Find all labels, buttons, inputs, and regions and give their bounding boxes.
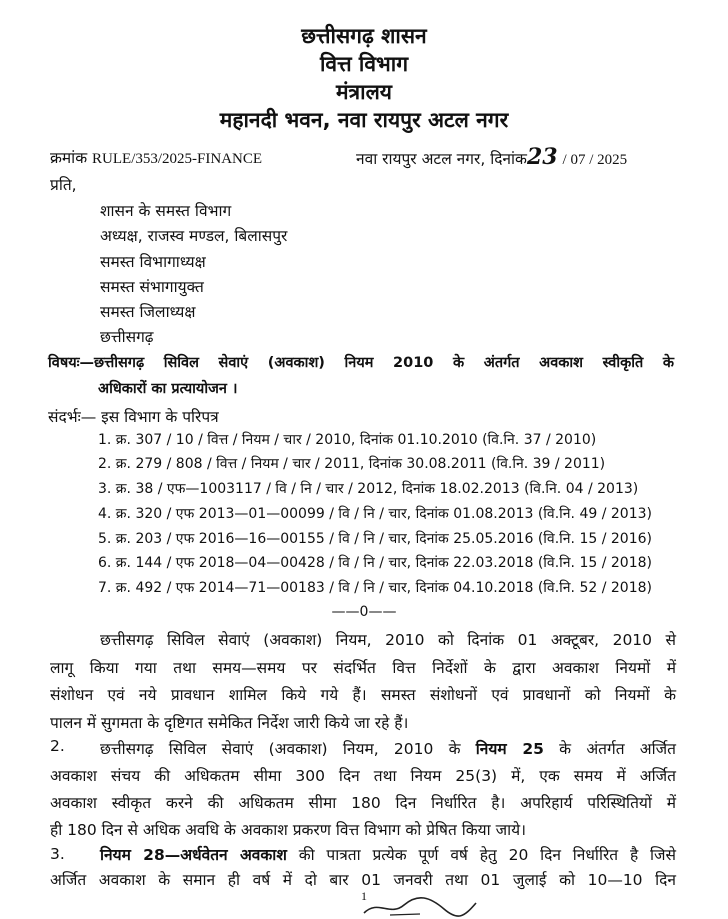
prati: प्रति, — [50, 176, 77, 194]
recipient-item: शासन के समस्त विभाग — [100, 202, 232, 220]
reference-item: 2. क्र. 279 / 808 / वित्त / नियम / चार / 2011, दिनांक 30.08.2011 (वि.नि. 39 / 2011) — [98, 456, 606, 472]
header-address: महानदी भवन, नवा रायपुर अटल नगर — [219, 108, 509, 132]
reference-item: 1. क्र. 307 / 10 / वित्त / नियम / चार / 2010, दिनांक 01.10.2010 (वि.नि. 37 / 2010) — [98, 432, 597, 448]
paragraph-3-bold: नियम 28—अर्धवेतन अवकाश — [100, 846, 287, 864]
subject-line-1: विषयः—छत्तीसगढ़ सिविल सेवाएं (अवकाश) नियम 2010 के अंतर्गत अवकाश स्वीकृति के — [48, 355, 674, 371]
paragraph-3-text: की पात्रता प्रत्येक पूर्ण वर्ष हेतु 20 दिन निर्धारित है जिसे — [286, 846, 676, 864]
paragraph-3-line-2: अर्जित अवकाश के समान ही वर्ष में दो बार 01 जनवरी तथा 01 जुलाई को 10—10 दिन — [50, 871, 676, 889]
paragraph-3-line-1 — [100, 843, 676, 865]
header-ministry: मंत्रालय — [335, 80, 392, 104]
paragraph-1-line: पालन में सुगमता के दृष्टिगत समेकित निर्देश जारी किये जा रहे हैं। — [50, 714, 409, 732]
date-line — [356, 144, 627, 170]
recipient-item: समस्त विभागाध्यक्ष — [100, 253, 206, 271]
paragraph-1-line: संशोधन एवं नये प्रावधान शामिल किये गये हैं। समस्त संशोधनों एवं प्रावधानों को नियमों के — [50, 686, 676, 704]
paragraph-2-text: छत्तीसगढ़ सिविल सेवाएं (अवकाश) नियम, 2010 के — [100, 740, 476, 758]
reference-item: 6. क्र. 144 / एफ 2018—04—00428 / वि / नि / चार, दिनांक 22.03.2018 (वि.नि. 15 / 2018) — [98, 555, 652, 571]
reference-item: 7. क्र. 492 / एफ 2014—71—00183 / वि / नि / चार, दिनांक 04.10.2018 (वि.नि. 52 / 2018) — [98, 580, 652, 596]
reference-item: 3. क्र. 38 / एफ—1003117 / वि / नि / चार / 2012, दिनांक 18.02.2013 (वि.नि. 04 / 2013) — [98, 481, 639, 497]
header-govt: छत्तीसगढ़ शासन — [301, 24, 427, 48]
paragraph-2-line: अवकाश स्वीकृत करने की अधिकतम सीमा 180 दिन निर्धारित है। अपरिहार्य परिस्थितियों में — [50, 794, 676, 812]
paragraph-3-number: 3. — [50, 845, 65, 863]
paragraph-2-number: 2. — [50, 737, 65, 755]
page-number: 1 — [361, 889, 367, 903]
subject-line-2: अधिकारों का प्रत्यायोजन । — [98, 381, 238, 397]
paragraph-2-bold: नियम 25 — [475, 740, 544, 758]
signature-scribble — [360, 893, 480, 919]
paragraph-2-line: ही 180 दिन से अधिक अवधि के अवकाश प्रकरण वित्त विभाग को प्रेषित किया जाये। — [50, 821, 526, 839]
paragraph-2-line-1 — [100, 737, 676, 759]
header-department: वित्त विभाग — [319, 52, 409, 76]
kramank-line — [50, 146, 262, 168]
kramank-value: RULE/353/2025-FINANCE — [92, 151, 263, 167]
recipient-item: समस्त जिलाध्यक्ष — [100, 303, 196, 321]
kramank-label: क्रमांक — [50, 149, 88, 167]
date-rest: / 07 / 2025 — [562, 152, 628, 168]
place-date-label: नवा रायपुर अटल नगर, दिनांक — [356, 150, 527, 168]
recipient-item: छत्तीसगढ़ — [100, 328, 154, 346]
recipient-item: अध्यक्ष, राजस्व मण्डल, बिलासपुर — [100, 227, 288, 245]
reference-item: 5. क्र. 203 / एफ 2016—16—00155 / वि / नि / चार, दिनांक 25.05.2016 (वि.नि. 15 / 2016) — [98, 531, 652, 547]
paragraph-1-line: लागू किया गया तथा समय—समय पर संदर्भित वित्त निर्देशों के द्वारा अवकाश नियमों में — [50, 659, 676, 677]
paragraph-2-text: के अंतर्गत अर्जित — [543, 740, 677, 758]
recipient-item: समस्त संभागायुक्त — [100, 278, 204, 296]
sandarbh-label: संदर्भः— इस विभाग के परिपत्र — [48, 408, 219, 426]
paragraph-1-line: छत्तीसगढ़ सिविल सेवाएं (अवकाश) नियम, 2010 को दिनांक 01 अक्टूबर, 2010 से — [100, 631, 676, 649]
reference-item: 4. क्र. 320 / एफ 2013—01—00099 / वि / नि / चार, दिनांक 01.08.2013 (वि.नि. 49 / 2013) — [98, 506, 652, 522]
date-day: 23 — [526, 144, 558, 170]
paragraph-2-line: अवकाश संचय की अधिकतम सीमा 300 दिन तथा नियम 25(3) में, एक समय में अर्जित — [50, 767, 676, 785]
separator: ——0—— — [331, 604, 397, 620]
